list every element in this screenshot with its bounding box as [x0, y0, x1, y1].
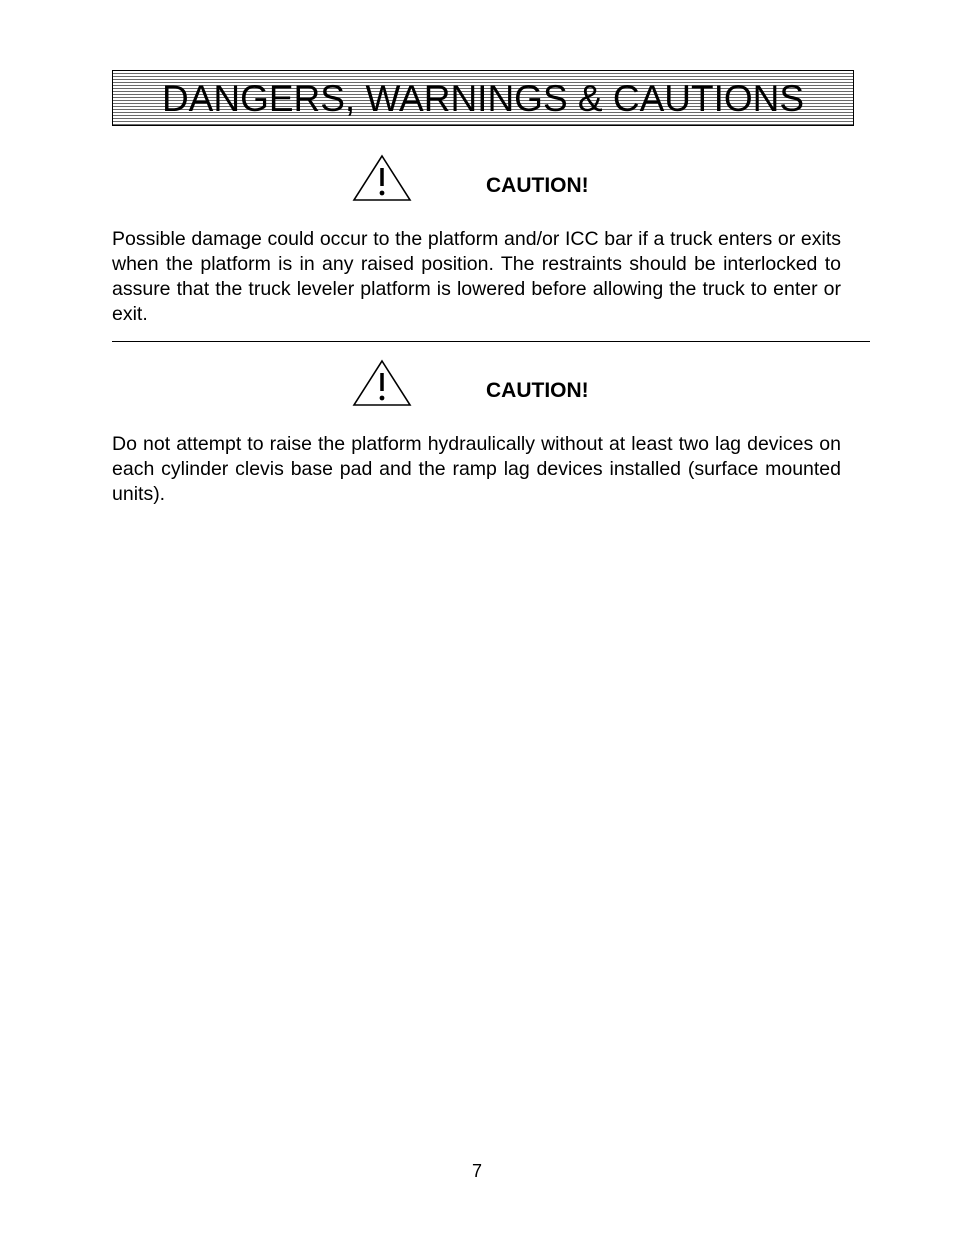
caution-heading: CAUTION! [486, 174, 589, 197]
title-banner [112, 70, 854, 126]
page-title: DANGERS, WARNINGS & CAUTIONS [161, 77, 805, 119]
caution-block [0, 357, 954, 427]
caution-block [0, 152, 954, 222]
page-number: 7 [471, 1161, 482, 1181]
warning-triangle-icon [330, 152, 414, 220]
caution-heading: CAUTION! [486, 379, 589, 402]
caution-text: Possible damage could occur to the platform and/or ICC bar if a truck enters or exits when the platform is in any raised position. The restraints should be interlocked to assure that the truck leveler platform is lowered before allowing the truck to enter or exit. [112, 228, 841, 325]
caution-text: Do not attempt to raise the platform hydraulically without at least two lag devices on each cylinder clevis base pad and the ramp lag devices installed (surface mounted units). [112, 433, 841, 505]
divider [112, 341, 870, 342]
warning-triangle-icon [330, 357, 414, 425]
